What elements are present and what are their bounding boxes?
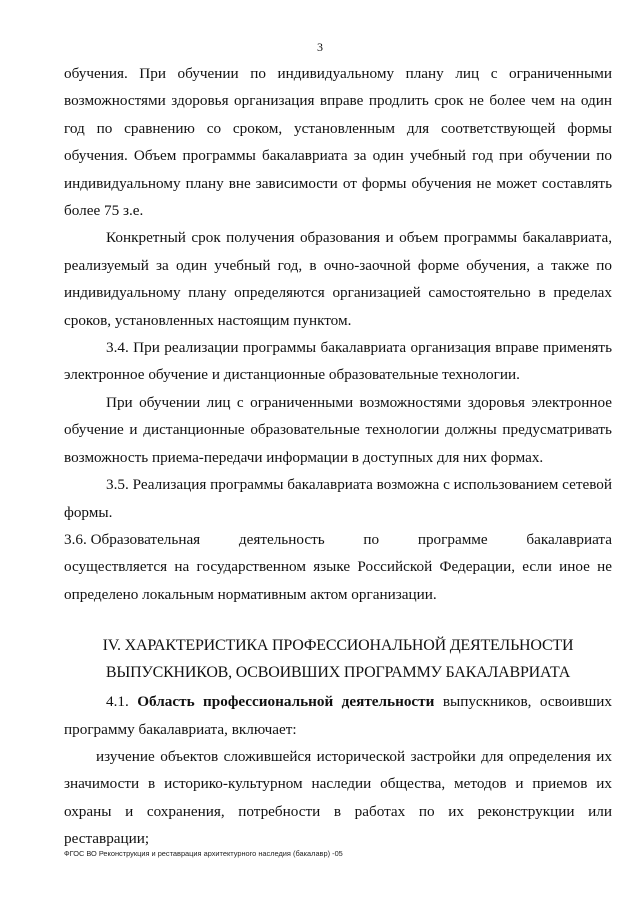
- document-footer: ФГОС ВО Реконструкция и реставрация архитектурного наследия (бакалавр) -05: [64, 849, 343, 858]
- paragraph-3-6-word: 3.6. Образовательная: [64, 530, 201, 548]
- paragraph-3-5: 3.5. Реализация программы бакалавриата возможна с использованием сетевой формы.: [64, 476, 612, 521]
- paragraph-4-1: [64, 688, 612, 743]
- section-heading-line-1: IV. ХАРАКТЕРИСТИКА ПРОФЕССИОНАЛЬНОЙ ДЕЯТЕЛЬНОСТИ: [102, 637, 574, 655]
- paragraph-4-1-number: 4.1.: [106, 693, 129, 711]
- paragraph-3-6-word: бакалавриата: [526, 530, 612, 548]
- paragraph-3-6-word: по: [363, 530, 380, 548]
- paragraph-term-volume: Конкретный срок получения образования и объем программы бакалавриата, реализуемый за один учебный год, в очно-заочной форме обучения, а также по индивидуальному плану определяются организацией самостоятельно в пределах сроков, установленных настоящим пунктом.: [64, 229, 612, 329]
- paragraph-continuation: обучения. При обучении по индивидуальному плану лиц с ограниченными возможностями здоровья организация вправе продлить срок не более чем на один год по сравнению со сроком, установленным для соответствующей формы обучения. Объем программы бакалавриата за один учебный год при обучении по индивидуальному плану вне зависимости от формы обучения не может составлять более 75 з.е.: [64, 65, 612, 220]
- paragraph-activity-item: изучение объектов сложившейся исторической застройки для определения их значимости в историко-культурном наследии общества, методов и приемов их охраны и сохранения, потребности в работах по их реконструкции или реставрации;: [64, 747, 612, 848]
- paragraph-4-1-bold-term: Область профессиональной деятельности: [137, 693, 435, 711]
- page-number: 3: [317, 40, 323, 54]
- document-body: [64, 60, 612, 853]
- paragraph-3-6-first-line: [64, 526, 612, 553]
- paragraph-4-1-text: выпускников, освоивших программу бакалавриата, включает:: [64, 693, 613, 738]
- paragraph-disabled-elearning: При обучении лиц с ограниченными возможностями здоровья электронное обучение и дистанционные образовательные технологии должны предусматривать возможность приема-передачи информации в доступных для них формах.: [64, 393, 612, 466]
- paragraph-3-6-word: деятельность: [238, 530, 325, 548]
- paragraph-3-6-rest: осуществляется на государственном языке Российской Федерации, если иное не определено локальным нормативным актом организации.: [64, 558, 612, 603]
- paragraph-3-6-word: программе: [417, 530, 488, 548]
- section-heading-line-2: ВЫПУСКНИКОВ, ОСВОИВШИХ ПРОГРАММУ БАКАЛАВРИАТА: [105, 664, 571, 682]
- section-heading: [64, 632, 612, 686]
- paragraph-3-4: 3.4. При реализации программы бакалавриата организация вправе применять электронное обучение и дистанционные образовательные технологии.: [64, 339, 612, 384]
